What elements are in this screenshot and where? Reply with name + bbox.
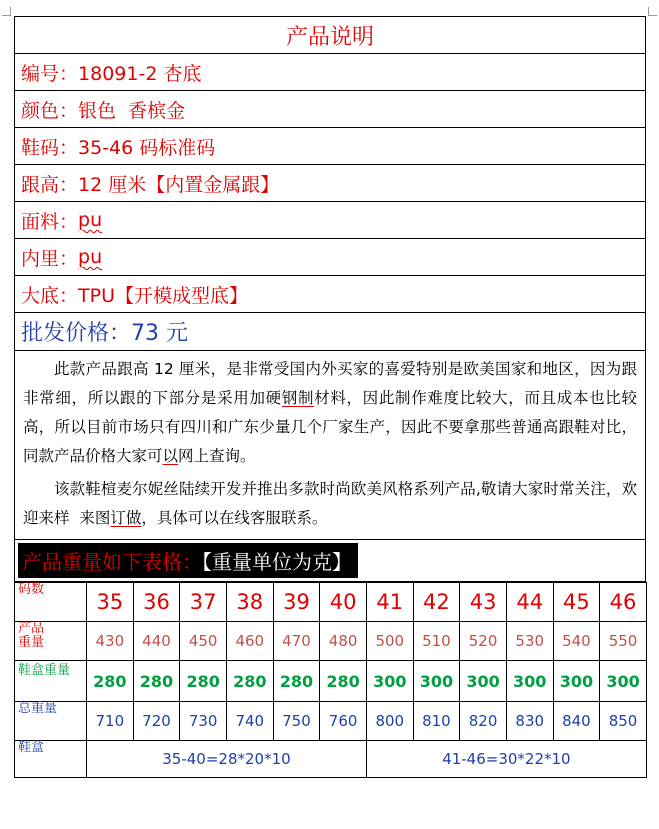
product-weight-cell: 540 — [553, 622, 600, 661]
spec-lining-value: pu — [78, 246, 103, 268]
product-weight-cell: 530 — [506, 622, 553, 661]
spec-price-value: 73 元 — [131, 321, 189, 346]
box-dims-label: 鞋盒 — [15, 741, 87, 778]
spec-frame — [14, 16, 646, 582]
box-weight-row — [15, 661, 647, 702]
spec-price — [15, 313, 645, 351]
size-cell: 46 — [600, 583, 647, 622]
box-weight-cell: 300 — [553, 661, 600, 702]
size-cell: 35 — [87, 583, 134, 622]
box-dims-large: 41-46=30*22*10 — [366, 741, 646, 778]
total-weight-cell: 840 — [553, 702, 600, 741]
description-paragraph-2 — [23, 475, 637, 533]
description-text: 该款鞋楦麦尔妮丝陆续开发并推出多款时尚欧美风格系列产品,敬请大家时常关注，欢迎来样 来图 — [23, 480, 637, 527]
box-weight-cell: 280 — [273, 661, 320, 702]
spec-upper-value: pu — [78, 209, 103, 231]
spec-size-value: 35-46 码标准码 — [78, 136, 216, 159]
description-paragraph-1 — [23, 355, 637, 471]
product-weight-cell: 430 — [87, 622, 134, 661]
box-weight-cell: 300 — [600, 661, 647, 702]
description-block — [15, 351, 645, 540]
spec-color-value: 银色 香槟金 — [78, 99, 186, 122]
box-weight-cell: 280 — [226, 661, 273, 702]
spec-color-label: 颜色： — [21, 99, 79, 122]
spec-heel-label: 跟高： — [21, 173, 79, 196]
product-weight-row — [15, 622, 647, 661]
spec-sole-label: 大底： — [21, 284, 79, 307]
total-weight-cell: 720 — [133, 702, 180, 741]
weight-unit-note: 【重量单位为克】 — [202, 550, 352, 574]
box-weight-cell: 300 — [460, 661, 507, 702]
page-corner-mark — [2, 7, 11, 16]
description-text: 以 — [162, 447, 179, 465]
weight-table — [14, 582, 647, 778]
page-corner-mark — [648, 7, 657, 16]
total-weight-cell: 740 — [226, 702, 273, 741]
product-weight-cell: 460 — [226, 622, 273, 661]
total-weight-label: 总重量 — [15, 702, 87, 741]
spec-heel-value: 12 厘米【内置金属跟】 — [78, 173, 280, 196]
box-weight-cell: 280 — [180, 661, 227, 702]
product-document — [14, 16, 646, 778]
total-weight-cell: 810 — [413, 702, 460, 741]
spec-heel — [15, 165, 645, 202]
box-weight-cell: 300 — [366, 661, 413, 702]
product-weight-cell: 440 — [133, 622, 180, 661]
total-weight-cell: 730 — [180, 702, 227, 741]
size-cell: 36 — [133, 583, 180, 622]
size-cell: 37 — [180, 583, 227, 622]
spec-lining — [15, 239, 645, 276]
box-dims-row — [15, 741, 647, 778]
product-weight-cell: 550 — [600, 622, 647, 661]
weight-heading-text: 产品重量如下表格： — [22, 550, 202, 574]
description-text: 此款产品跟高 12 厘米，是非常受国内外买家的喜爱特别是欧美国家和地区，因为跟非常细，所以跟的下部分是采用加硬 — [23, 360, 637, 407]
weight-heading — [18, 543, 358, 578]
product-weight-cell: 480 — [320, 622, 367, 661]
spec-code-value: 18091-2 杏底 — [78, 62, 202, 85]
description-text: 订做 — [110, 509, 142, 527]
box-weight-label: 鞋盒重量 — [15, 661, 87, 702]
spec-price-label: 批发价格： — [21, 321, 132, 346]
size-cell: 40 — [320, 583, 367, 622]
size-cell: 45 — [553, 583, 600, 622]
size-row — [15, 583, 647, 622]
box-weight-cell: 280 — [133, 661, 180, 702]
product-weight-cell: 520 — [460, 622, 507, 661]
total-weight-cell: 750 — [273, 702, 320, 741]
size-cell: 44 — [506, 583, 553, 622]
box-weight-cell: 280 — [87, 661, 134, 702]
total-weight-cell: 800 — [366, 702, 413, 741]
spec-upper — [15, 202, 645, 239]
spec-size — [15, 128, 645, 165]
box-weight-cell: 280 — [320, 661, 367, 702]
spec-code-label: 编号： — [21, 62, 79, 85]
total-weight-cell: 760 — [320, 702, 367, 741]
spec-color — [15, 91, 645, 128]
spec-lining-label: 内里： — [21, 247, 79, 270]
product-weight-cell: 510 — [413, 622, 460, 661]
total-weight-cell: 710 — [87, 702, 134, 741]
total-weight-cell: 850 — [600, 702, 647, 741]
box-weight-cell: 300 — [506, 661, 553, 702]
spec-sole-value: TPU【开模成型底】 — [78, 284, 248, 307]
spec-size-label: 鞋码： — [21, 136, 79, 159]
product-weight-label: 产品 重量 — [15, 622, 87, 661]
description-text: 钢制 — [281, 389, 315, 407]
size-cell: 41 — [366, 583, 413, 622]
size-cell: 43 — [460, 583, 507, 622]
description-text: ，具体可以在线客服联系。 — [141, 509, 328, 527]
spec-sole — [15, 276, 645, 313]
size-row-label: 码数 — [15, 583, 87, 622]
weight-heading-row — [15, 540, 645, 581]
size-cell: 42 — [413, 583, 460, 622]
product-weight-cell: 450 — [180, 622, 227, 661]
size-cell: 39 — [273, 583, 320, 622]
spec-upper-label: 面料： — [21, 210, 79, 233]
total-weight-row — [15, 702, 647, 741]
size-cell: 38 — [226, 583, 273, 622]
spec-code — [15, 54, 645, 91]
description-text: 网上查询。 — [178, 447, 256, 465]
total-weight-cell: 820 — [460, 702, 507, 741]
document-title: 产品说明 — [15, 17, 645, 54]
total-weight-cell: 830 — [506, 702, 553, 741]
description-text: 材料，因此制作难度比较大，而且成本也比较高，所以目前市场只有四川和广东少量几个厂家生产，因此不要拿那些普通高跟鞋对比，同款产品价格大家可 — [23, 389, 637, 465]
product-weight-cell: 500 — [366, 622, 413, 661]
product-weight-cell: 470 — [273, 622, 320, 661]
box-dims-small: 35-40=28*20*10 — [87, 741, 367, 778]
box-weight-cell: 300 — [413, 661, 460, 702]
